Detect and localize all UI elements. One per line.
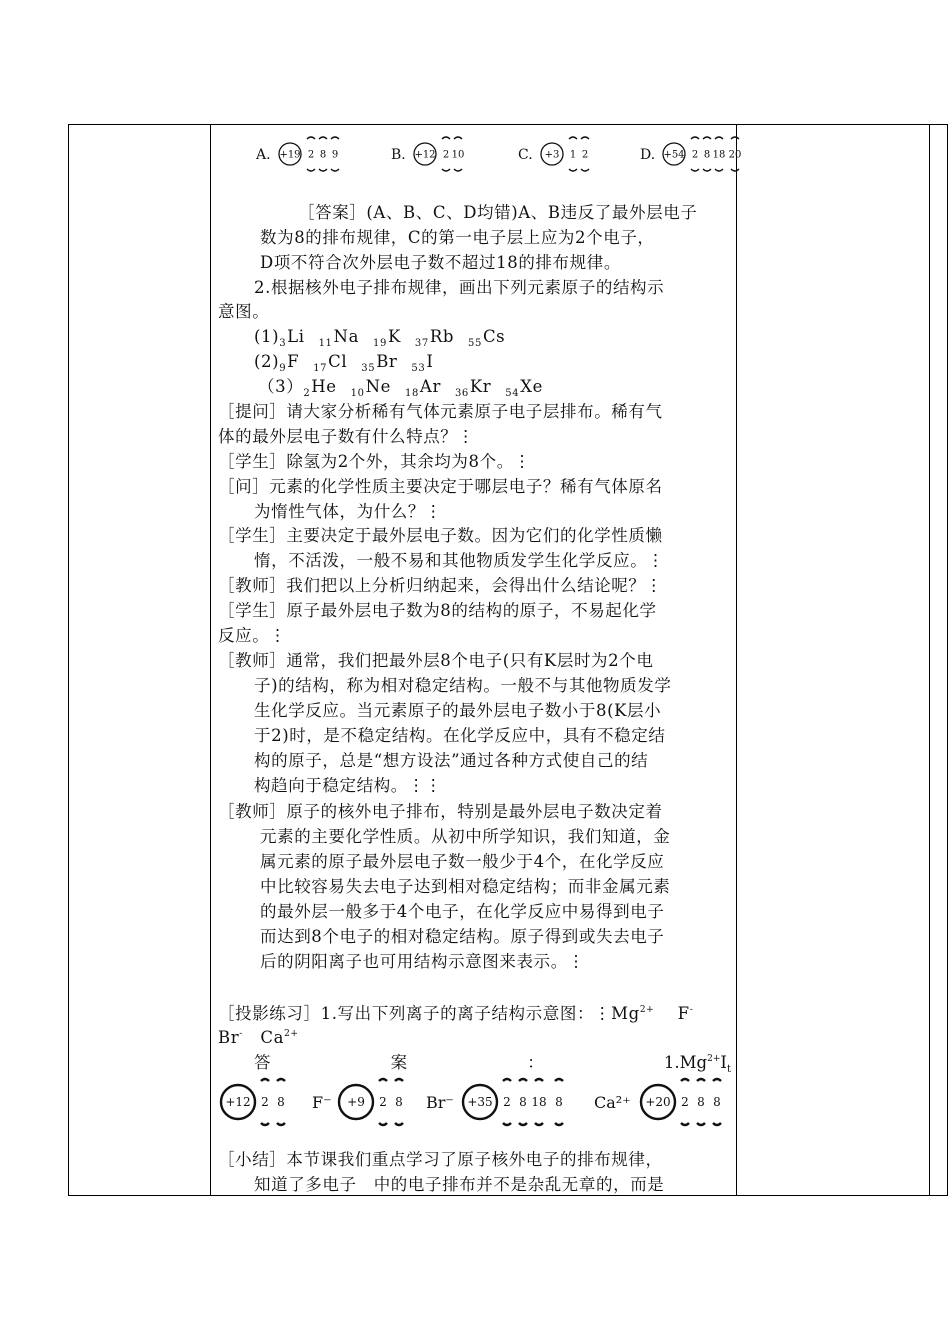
shell-arc (569, 169, 577, 171)
projection-line-2 (218, 1027, 299, 1052)
element-symbol (303, 377, 337, 399)
shell-arc (703, 169, 711, 171)
shell-electrons: 2 (307, 149, 315, 161)
shell-arc (681, 1123, 689, 1125)
element-symbol (279, 352, 300, 374)
answer-line: 数为8的排布规律，C的第一电子层上应为2个电子， (260, 228, 655, 247)
shell-arc (569, 137, 577, 139)
atom-options-diagram (218, 124, 742, 180)
shell-arc (442, 169, 450, 171)
shell-arc (581, 169, 589, 171)
summary-line: ［小结］本节课我们重点学习了原子核外电子的排布规律， (218, 1150, 663, 1169)
option-letter: C. (518, 147, 533, 163)
shell-arc (691, 169, 699, 171)
nucleus-charge: +12 (414, 149, 436, 161)
shell-electrons: 8 (697, 1095, 705, 1110)
element-name: Br (376, 352, 398, 371)
question-2-line: 意图。 (218, 302, 270, 321)
shell-arc (555, 1079, 563, 1081)
shell-electrons: 2 (681, 1095, 689, 1110)
element-name: Cs (482, 327, 506, 346)
nucleus-charge: +20 (645, 1095, 671, 1110)
shell-arc (277, 1079, 285, 1081)
answer-mg-label: 1.Mg (663, 1053, 708, 1072)
element-name: Ne (365, 377, 391, 396)
element-symbol (454, 377, 492, 399)
paragraph-line: 生化学反应。当元素原子的最外层电子数小于8(K层小 (254, 701, 662, 720)
ion-label: F⁻ (312, 1093, 332, 1112)
answer-mg-tail: I (720, 1053, 727, 1072)
shell-electrons: 8 (277, 1095, 285, 1110)
shell-arc (535, 1123, 543, 1125)
shell-arc (691, 137, 699, 139)
paragraph-line: 体的最外层电子数有什么特点？⋮ (218, 427, 475, 446)
shell-arc (307, 169, 315, 171)
element-symbol (318, 327, 360, 349)
ion-label: Br⁻ (426, 1093, 454, 1112)
shell-electrons: 2 (503, 1095, 511, 1110)
atomic-number: 11 (318, 338, 333, 349)
element-name: Kr (469, 377, 492, 396)
summary-line: 知道了多电子 中的电子排布并不是杂乱无章的，而是 (254, 1175, 665, 1194)
nucleus-charge: +54 (663, 149, 685, 161)
lesson-content (218, 124, 742, 1194)
table-divider (929, 125, 930, 1195)
element-symbol (373, 327, 401, 349)
shell-electrons: 2 (581, 149, 589, 161)
shell-arc (581, 137, 589, 139)
atomic-number: 3 (279, 338, 287, 349)
element-row (258, 376, 557, 401)
shell-arc (503, 1079, 511, 1081)
shell-arc (503, 1123, 511, 1125)
shell-electrons: 10 (451, 149, 465, 161)
shell-arc (331, 137, 339, 139)
atomic-number: 19 (373, 338, 387, 349)
paragraph-line: 而达到8个电子的相对稳定结构。原子得到或失去电子 (260, 927, 665, 946)
answer-mg-sub: t (726, 1064, 731, 1075)
shell-arc (713, 1123, 721, 1125)
shell-electrons: 2 (379, 1095, 387, 1110)
element-name: Ar (419, 377, 441, 396)
f-ion: F (677, 1004, 690, 1023)
answer-char: 答 (254, 1053, 271, 1072)
shell-arc (395, 1123, 403, 1125)
shell-arc (442, 137, 450, 139)
element-name: F (287, 352, 300, 371)
element-symbol (404, 377, 441, 399)
paragraph-line: ［提问］请大家分析稀有气体元素原子电子层排布。稀有气 (218, 402, 663, 421)
shell-arc (697, 1079, 705, 1081)
atomic-number: 36 (454, 388, 469, 399)
shell-electrons: 9 (331, 149, 339, 161)
atomic-number: 55 (468, 338, 482, 349)
shell-electrons: 18 (531, 1095, 547, 1110)
paragraph-line: 惰，不活泼，一般不易和其他物质发学生化学反应。⋮ (254, 551, 665, 570)
element-name: He (311, 377, 337, 396)
paragraph-line: 后的阴阳离子也可用结构示意图来表示。⋮ (260, 952, 585, 971)
option-letter: D. (640, 147, 656, 163)
nucleus-charge: +12 (225, 1095, 251, 1110)
option-letter: A. (256, 147, 271, 163)
shell-arc (379, 1123, 387, 1125)
shell-arc (277, 1123, 285, 1125)
shell-arc (454, 137, 462, 139)
shell-electrons: 2 (691, 149, 699, 161)
shell-electrons: 8 (703, 149, 711, 161)
paragraph-line: ［教师］我们把以上分析归纳起来，会得出什么结论呢？⋮ (218, 576, 663, 595)
answer-line: D项不符合次外层电子数不超过18的排布规律。 (260, 253, 621, 272)
element-row (254, 326, 519, 351)
table-divider (210, 125, 211, 1195)
element-row-prefix: (1) (254, 327, 280, 346)
atomic-number: 2 (303, 388, 311, 399)
shell-electrons: 20 (728, 149, 742, 161)
shell-arc (555, 1123, 563, 1125)
paragraph-line: 中比较容易失去电子达到相对稳定结构；而非金属元素 (260, 877, 671, 896)
paragraph-line: 的最外层一般多于4个电子，在化学反应中易得到电子 (260, 902, 665, 921)
element-symbol (350, 377, 391, 399)
nucleus-charge: +35 (467, 1095, 493, 1110)
paragraph-line: ［学生］主要决定于最外层电子数。因为它们的化学性质懒 (218, 526, 663, 545)
element-name: Rb (429, 327, 455, 346)
shell-electrons: 8 (519, 1095, 527, 1110)
option-letter: B. (391, 147, 406, 163)
nucleus-charge: +19 (279, 149, 301, 161)
paragraph-line: ［教师］通常，我们把最外层8个电子(只有K层时为2个电 (218, 651, 654, 670)
shell-arc (331, 169, 339, 171)
shell-electrons: 8 (395, 1095, 403, 1110)
element-symbol (313, 352, 348, 374)
paragraph-line: ［学生］原子最外层电子数为8的结构的原子，不易起化学 (218, 601, 657, 620)
paragraph-line: ［问］元素的化学性质主要决定于哪层电子？稀有气体原名 (218, 477, 663, 496)
shell-arc (697, 1123, 705, 1125)
shell-arc (454, 169, 462, 171)
shell-electrons: 8 (555, 1095, 563, 1110)
element-symbol (414, 327, 455, 349)
element-row (254, 351, 447, 376)
element-name: Li (287, 327, 305, 346)
shell-arc (261, 1079, 269, 1081)
atomic-number: 37 (414, 338, 429, 349)
atomic-number: 10 (350, 388, 365, 399)
element-symbol (411, 352, 434, 374)
shell-arc (319, 137, 327, 139)
shell-electrons: 1 (569, 149, 577, 161)
f-charge: - (689, 1005, 694, 1015)
element-name: I (426, 352, 434, 371)
shell-electrons: 8 (319, 149, 327, 161)
element-symbol (505, 377, 543, 399)
paragraph-line: 子)的结构，称为相对稳定结构。一般不与其他物质发学 (254, 676, 672, 695)
element-symbol (468, 327, 506, 349)
shell-arc (715, 137, 723, 139)
shell-arc (535, 1079, 543, 1081)
paragraph-line: 为惰性气体，为什么？⋮ (254, 502, 443, 521)
element-symbol (361, 352, 398, 374)
shell-electrons: 8 (713, 1095, 721, 1110)
paragraph-line: 于2)时，是不稳定结构。在化学反应中，具有不稳定结 (254, 726, 666, 745)
shell-arc (319, 169, 327, 171)
paragraph-line: 构的原子，总是“想方设法”通过各种方式使自己的结 (254, 751, 649, 770)
element-row-prefix: （3） (258, 377, 304, 396)
paragraph-line: 反应。⋮ (218, 626, 287, 645)
shell-electrons: 2 (442, 149, 450, 161)
shell-electrons: 18 (712, 149, 726, 161)
ion-label: Ca²⁺ (594, 1093, 631, 1112)
paragraph-line: 元素的主要化学性质。从初中所学知识，我们知道，金 (260, 827, 671, 846)
answer-colon: ： (527, 1053, 544, 1072)
atomic-number: 17 (313, 363, 328, 374)
atomic-number: 35 (361, 363, 376, 374)
br-ion: Br (218, 1028, 240, 1047)
shell-arc (681, 1079, 689, 1081)
answer-line: ［答案］(A、B、C、D均错)A、B违反了最外层电子 (298, 203, 698, 222)
shell-arc (519, 1079, 527, 1081)
atomic-number: 18 (404, 388, 419, 399)
element-name: K (387, 327, 401, 346)
paragraph-line: 构趋向于稳定结构。⋮⋮ (254, 776, 443, 795)
answer-mg-charge: 2+ (707, 1054, 721, 1064)
element-name: Xe (520, 377, 543, 396)
nucleus-charge: +3 (544, 149, 560, 161)
ion-structure-diagram (218, 1074, 734, 1134)
shell-arc (379, 1079, 387, 1081)
paragraph-line: ［学生］除氢为2个外，其余均为8个。⋮ (218, 452, 531, 471)
mg-charge: 2+ (639, 1005, 655, 1015)
atomic-number: 53 (411, 363, 426, 374)
projection-line (218, 1003, 693, 1028)
shell-arc (713, 1079, 721, 1081)
ca-ion: Ca (260, 1028, 285, 1047)
shell-arc (715, 169, 723, 171)
ca-charge: 2+ (284, 1029, 299, 1039)
projection-text: ［投影练习］1.写出下列离子的离子结构示意图：⋮Mg (218, 1004, 640, 1023)
shell-arc (261, 1123, 269, 1125)
br-charge: - (239, 1029, 243, 1039)
answer-char: 案 (390, 1053, 408, 1072)
atomic-number: 54 (505, 388, 520, 399)
shell-electrons: 2 (261, 1095, 269, 1110)
shell-arc (519, 1123, 527, 1125)
paragraph-line: ［教师］原子的核外电子排布，特别是最外层电子数决定着 (218, 802, 663, 821)
shell-arc (703, 137, 711, 139)
element-row-prefix: (2) (254, 352, 280, 371)
paragraph-line: 属元素的原子最外层电子数一般少于4个，在化学反应 (260, 852, 665, 871)
shell-arc (307, 137, 315, 139)
question-2-line: 2.根据核外电子排布规律，画出下列元素原子的结构示 (254, 278, 665, 297)
element-name: Na (333, 327, 360, 346)
element-symbol (279, 327, 305, 349)
atomic-number: 9 (279, 363, 287, 374)
table-divider (736, 125, 737, 1195)
nucleus-charge: +9 (347, 1095, 365, 1110)
shell-arc (395, 1079, 403, 1081)
element-name: Cl (328, 352, 348, 371)
